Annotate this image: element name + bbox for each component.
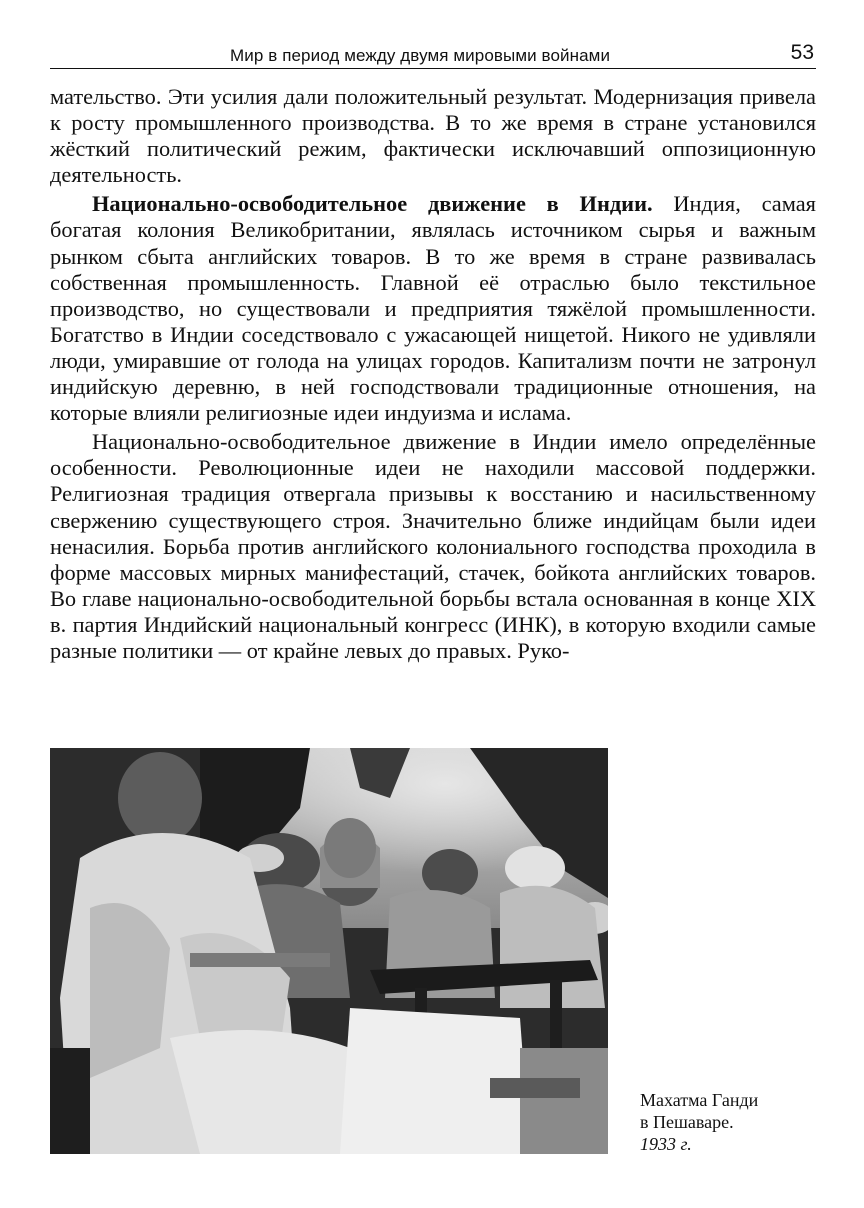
photo-caption bbox=[640, 1089, 840, 1155]
caption-line: в Пешаваре. bbox=[640, 1112, 734, 1132]
paragraph-india-movement bbox=[50, 191, 816, 426]
running-header bbox=[50, 41, 816, 69]
paragraph-movement-features: Национально-освободительное движение в Индии имело определённые особенности. Революционные идеи не находили массовой поддержки. Религиозная традиция отвергала призывы к восстанию и насильственному свержению существующего строя. Значительно ближе индийцам были идеи ненасилия. Борьба против английского колониального господства проходила в форме массовых мирных манифестаций, стачек, бойкота английских товаров. Во главе национально-освободительной борьбы встала основанная в конце XIX в. партия Индийский национальный конгресс (ИНК), в которую входили самые разные политики — от крайне левых до правых. Руко- bbox=[50, 429, 816, 663]
body-text bbox=[50, 84, 816, 664]
section-heading: Национально-освободительное движение в Индии. bbox=[92, 191, 653, 217]
photo-illustration bbox=[50, 748, 608, 1154]
running-title: Мир в период между двумя мировыми войнами bbox=[230, 46, 611, 65]
page-number: 53 bbox=[790, 41, 814, 64]
paragraph-continuation: мательство. Эти усилия дали положительный результат. Модернизация привела к росту промышленного производства. В то же время в стране установился жёсткий политический режим, фактически исключавший оппозиционную деятельность. bbox=[50, 84, 816, 188]
paragraph-text: Индия, самая богатая колония Великобритании, являлась источником сырья и важным рынком сбыта английских товаров. В то же время в стране развивалась собственная промышленность. Главной её отраслью было текстильное производство, но существовали и предприятия тяжёлой промышленности. Богатство в Индии соседствовало с ужасающей нищетой. Никого не удивляли люди, умиравшие от голода на улицах городов. Капитализм почти не затронул индийскую деревню, в ней господствовали традиционные отношения, на которые влияли религиозные идеи индуизма и ислама. bbox=[50, 191, 816, 426]
caption-year: 1933 г. bbox=[640, 1134, 692, 1154]
caption-line: Махатма Ганди bbox=[640, 1090, 759, 1110]
historical-photo bbox=[50, 748, 608, 1154]
